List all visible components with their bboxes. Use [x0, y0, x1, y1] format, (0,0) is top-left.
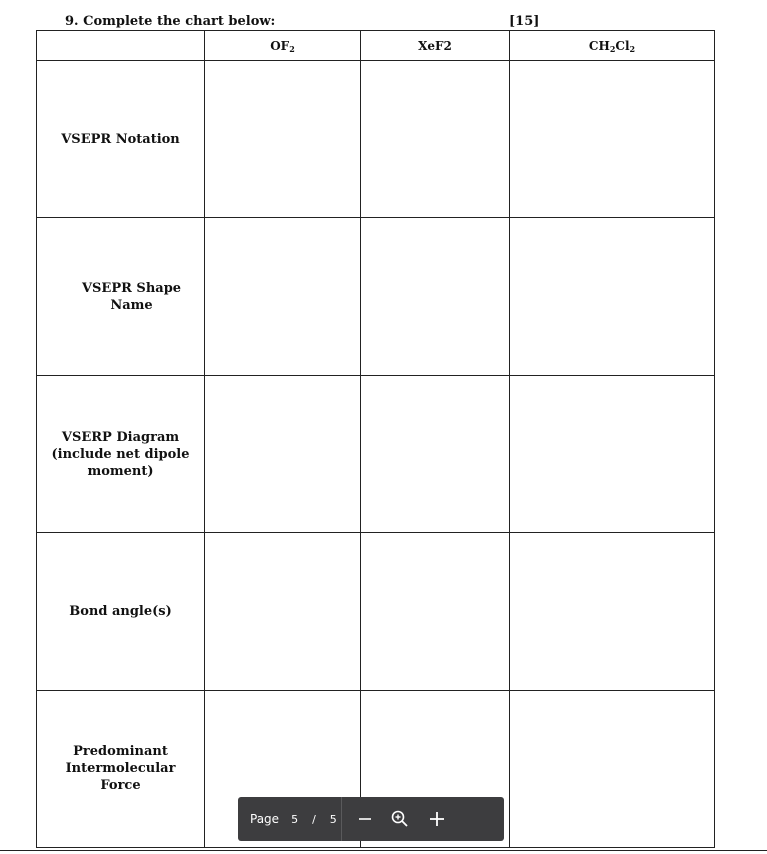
- page-label: Page: [250, 812, 280, 826]
- zoom-fit-button[interactable]: [390, 809, 410, 829]
- answer-cell[interactable]: [361, 61, 510, 218]
- answer-cell[interactable]: [205, 61, 361, 218]
- page-bottom-divider: [0, 850, 767, 851]
- toolbar-divider: [341, 797, 342, 841]
- row-label-vsepr-shape-name: VSEPR Shape Name: [37, 218, 205, 375]
- minus-icon: [358, 812, 372, 826]
- answer-cell[interactable]: [361, 218, 510, 375]
- row-label-bond-angles: Bond angle(s): [37, 533, 205, 690]
- answer-cell[interactable]: [205, 375, 361, 532]
- answer-cell[interactable]: [510, 690, 715, 847]
- table-row: [37, 375, 715, 532]
- current-page-input[interactable]: 5: [291, 812, 299, 826]
- header-blank-cell: [37, 31, 205, 61]
- plus-icon: [429, 811, 445, 827]
- question-title: 9. Complete the chart below:: [65, 14, 276, 29]
- row-label-vserp-diagram: VSERP Diagram (include net dipole moment): [37, 375, 205, 532]
- table-row: [37, 533, 715, 690]
- vsepr-chart: [36, 30, 715, 848]
- total-pages: 5: [329, 812, 337, 826]
- question-marks: [15]: [509, 14, 540, 29]
- answer-cell[interactable]: [205, 218, 361, 375]
- answer-cell[interactable]: [510, 375, 715, 532]
- zoom-in-button[interactable]: [428, 810, 446, 828]
- answer-cell[interactable]: [361, 533, 510, 690]
- magnifier-plus-icon: [390, 809, 410, 829]
- row-label-intermolecular-force: Predominant Intermolecular Force: [37, 690, 205, 847]
- answer-cell[interactable]: [205, 533, 361, 690]
- table-row: [37, 61, 715, 218]
- header-row: [37, 31, 715, 61]
- header-of2: $OF_2$: [205, 31, 361, 61]
- header-xef2: XeF2: [361, 31, 510, 61]
- answer-cell[interactable]: [510, 218, 715, 375]
- answer-cell[interactable]: [510, 61, 715, 218]
- page-separator: /: [312, 812, 316, 826]
- answer-cell[interactable]: [510, 533, 715, 690]
- page-navigation-toolbar: [238, 797, 504, 841]
- table-row: [37, 218, 715, 375]
- answer-cell[interactable]: [361, 375, 510, 532]
- zoom-out-button[interactable]: [356, 810, 374, 828]
- header-ch2cl2: $CH_2Cl_2$: [510, 31, 715, 61]
- row-label-vsepr-notation: VSEPR Notation: [37, 61, 205, 218]
